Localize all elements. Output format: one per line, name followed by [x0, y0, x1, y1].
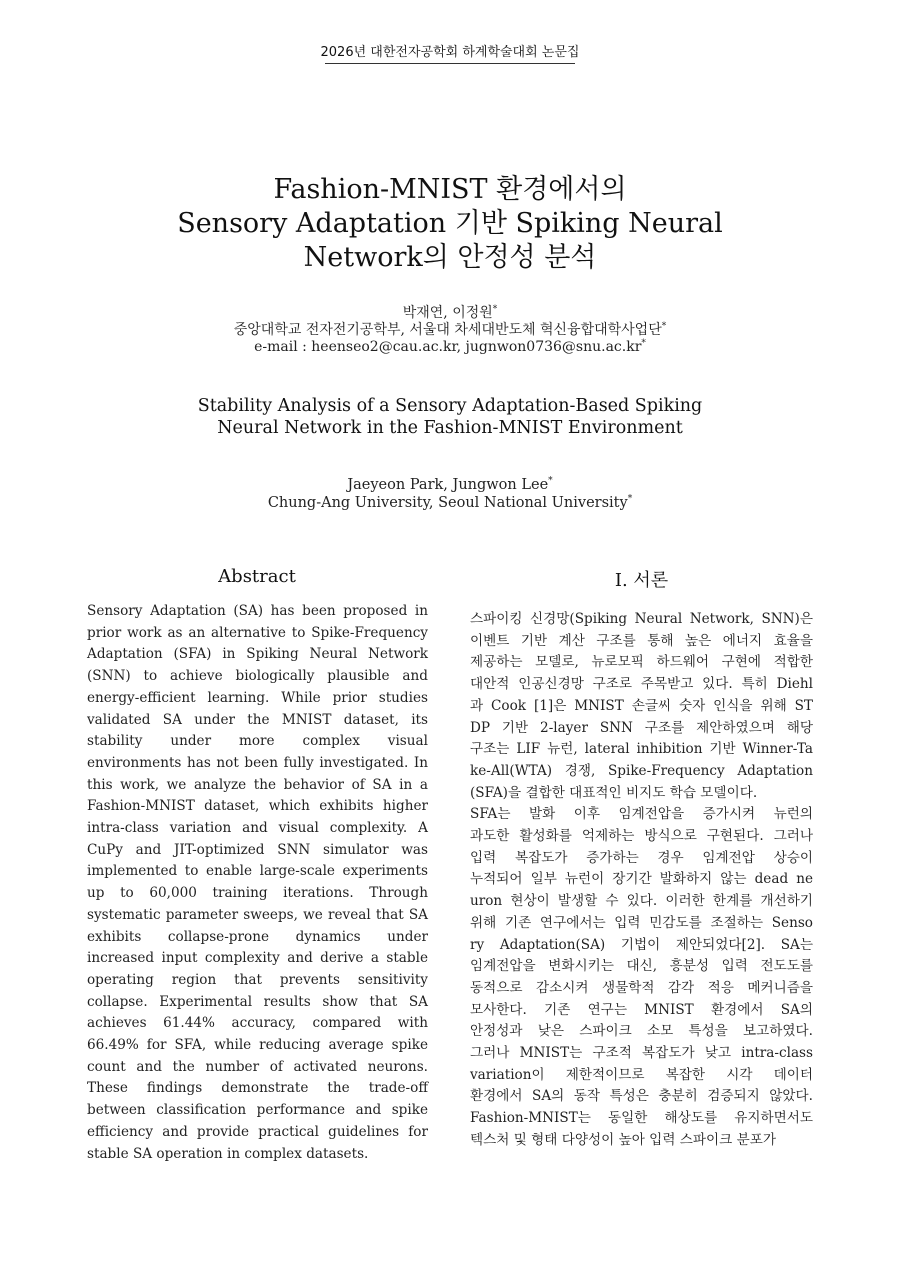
body-text-line: 그러나 MNIST는 구조적 복잡도가 낮고 intra-class [470, 1045, 813, 1062]
introduction-heading: I. 서론 [614, 570, 669, 591]
body-text-line: (SNN) to achieve biologically plausible and [87, 668, 428, 685]
body-text-line: Fashion-MNIST는 동일한 해상도를 유지하면서도 [470, 1110, 813, 1127]
english-author-block [0, 476, 900, 512]
corresponding-mark: * [548, 476, 553, 487]
body-text-line: 위해 기존 연구에서는 입력 민감도를 조절하는 Senso [470, 914, 813, 931]
english-author-names-line [0, 476, 900, 494]
body-text-line: collapse. Experimental results show that SA [87, 993, 428, 1010]
body-text-line: These findings demonstrate the trade-off [87, 1080, 428, 1097]
body-text-line: (SFA)을 결합한 대표적인 비지도 학습 모델이다. [470, 784, 758, 801]
body-text-line: 이벤트 기반 계산 구조를 통해 높은 에너지 효율을 [470, 632, 813, 649]
english-affiliation: Chung-Ang University, Seoul National University [267, 495, 628, 511]
body-text-line: 안정성과 낮은 스파이크 소모 특성을 보고하였다. [470, 1023, 813, 1040]
english-author-names: Jaeyeon Park, Jungwon Lee [347, 477, 549, 493]
body-text-line: 제공하는 모델로, 뉴로모픽 하드웨어 구현에 적합한 [470, 654, 813, 671]
body-text-line: 모사한다. 기존 연구는 MNIST 환경에서 SA의 [470, 1001, 813, 1018]
body-text-line: stable SA operation in complex datasets. [87, 1145, 369, 1162]
proceedings-header: 2026년 대한전자공학회 하계학술대회 논문집 [320, 45, 580, 60]
body-text-line: 임계전압을 변화시키는 대신, 흥분성 입력 전도도를 [470, 958, 813, 975]
body-text-line: systematic parameter sweeps, we reveal that SA [87, 906, 428, 923]
body-text-line: operating region that prevents sensitivity [87, 971, 428, 988]
body-text-line: between classification performance and spike [87, 1102, 428, 1119]
body-text-line: Adaptation (SFA) in Spiking Neural Network [87, 646, 428, 663]
body-text-line: 66.49% for SFA, while reducing average spike [87, 1037, 428, 1054]
english-title-line: Neural Network in the Fashion-MNIST Environment [217, 418, 683, 438]
body-text-line: prior work as an alternative to Spike-Frequency [87, 624, 428, 641]
body-text-line: validated SA under the MNIST dataset, its [87, 711, 428, 728]
body-text-line: ry Adaptation(SA) 기법이 제안되었다[2]. SA는 [470, 936, 813, 953]
body-text-line: increased input complexity and derive a stable [87, 950, 428, 967]
body-text-line: 구조는 LIF 뉴런, lateral inhibition 기반 Winner-Ta [470, 741, 813, 758]
korean-affiliation: 중앙대학교 전자전기공학부, 서울대 차세대반도체 혁신융합대학사업단 [233, 322, 662, 338]
email-line [0, 339, 900, 356]
header-rule [325, 63, 575, 64]
body-text-line: CuPy and JIT-optimized SNN simulator was [87, 841, 428, 858]
body-text-line: 대안적 인공신경망 구조로 주목받고 있다. 특히 Diehl [470, 676, 813, 693]
english-title [0, 395, 900, 439]
body-text-line: 누적되어 일부 뉴런이 장기간 발화하지 않는 dead ne [470, 871, 813, 888]
body-text-line: implemented to enable large-scale experiments [87, 863, 428, 880]
english-title-line: Stability Analysis of a Sensory Adaptation-Based Spiking [197, 396, 703, 416]
abstract-body [87, 601, 428, 1165]
body-text-line: environments has not been fully investigated. In [87, 754, 428, 771]
body-text-line: up to 60,000 training iterations. Through [87, 885, 428, 902]
english-affiliation-line [0, 494, 900, 512]
korean-title-line: Sensory Adaptation 기반 Spiking Neural [177, 208, 723, 239]
body-text-line: 텍스처 및 형태 다양성이 높아 입력 스파이크 분포가 [470, 1131, 777, 1148]
korean-title [0, 173, 900, 275]
korean-author-names: 박재연, 이정원 [402, 305, 493, 321]
body-text-line: efficiency and provide practical guidelines for [87, 1123, 428, 1140]
author-emails: e-mail : heenseo2@cau.ac.kr, jugnwon0736@snu.ac.kr [254, 339, 642, 355]
body-text-line: this work, we analyze the behavior of SA in a [87, 776, 428, 793]
korean-affiliation-line [0, 322, 900, 339]
body-text-line: intra-class variation and visual complexity. A [87, 820, 428, 837]
body-text-line: 과도한 활성화를 억제하는 방식으로 구현된다. 그러나 [470, 828, 813, 845]
korean-title-line: Network의 안정성 분석 [303, 242, 597, 273]
body-text-line: ke-All(WTA) 경쟁, Spike-Frequency Adaptation [470, 762, 813, 779]
corresponding-mark: * [661, 321, 667, 332]
body-text-line: 스파이킹 신경망(Spiking Neural Network, SNN)은 [470, 611, 813, 627]
body-text-line: 환경에서 SA의 동작 특성은 충분히 검증되지 않았다. [470, 1088, 813, 1105]
corresponding-mark: * [492, 304, 498, 315]
body-text-line: exhibits collapse-prone dynamics under [87, 928, 428, 945]
body-text-line: 입력 복잡도가 증가하는 경우 임계전압 상승이 [470, 849, 813, 866]
body-text-line: Fashion-MNIST dataset, which exhibits higher [87, 798, 428, 815]
abstract-heading: Abstract [218, 566, 296, 587]
body-text-line: variation이 제한적이므로 복잡한 시각 데이터 [470, 1066, 813, 1083]
body-text-line: SFA는 발화 이후 임계전압을 증가시켜 뉴런의 [470, 806, 813, 823]
corresponding-mark: * [627, 494, 633, 505]
korean-author-block [0, 305, 900, 356]
body-text-line: uron 현상이 발생할 수 있다. 이러한 한계를 개선하기 [470, 893, 813, 910]
introduction-body [470, 609, 813, 1152]
body-text-line: count and the number of activated neurons. [87, 1058, 428, 1075]
corresponding-mark: * [641, 338, 646, 349]
body-text-line: energy-efficient learning. While prior studies [87, 689, 428, 706]
body-text-line: Sensory Adaptation (SA) has been proposed in [87, 603, 428, 619]
korean-author-names-line [0, 305, 900, 322]
body-text-line: DP 기반 2-layer SNN 구조를 제안하였으며 해당 [470, 719, 813, 736]
body-text-line: stability under more complex visual [87, 733, 428, 750]
korean-title-line: Fashion-MNIST 환경에서의 [273, 174, 627, 205]
body-text-line: 동적으로 감소시켜 생물학적 감각 적응 메커니즘을 [470, 979, 813, 996]
body-text-line: achieves 61.44% accuracy, compared with [87, 1015, 428, 1032]
body-text-line: 과 Cook [1]은 MNIST 손글씨 숫자 인식을 위해 ST [470, 697, 813, 714]
